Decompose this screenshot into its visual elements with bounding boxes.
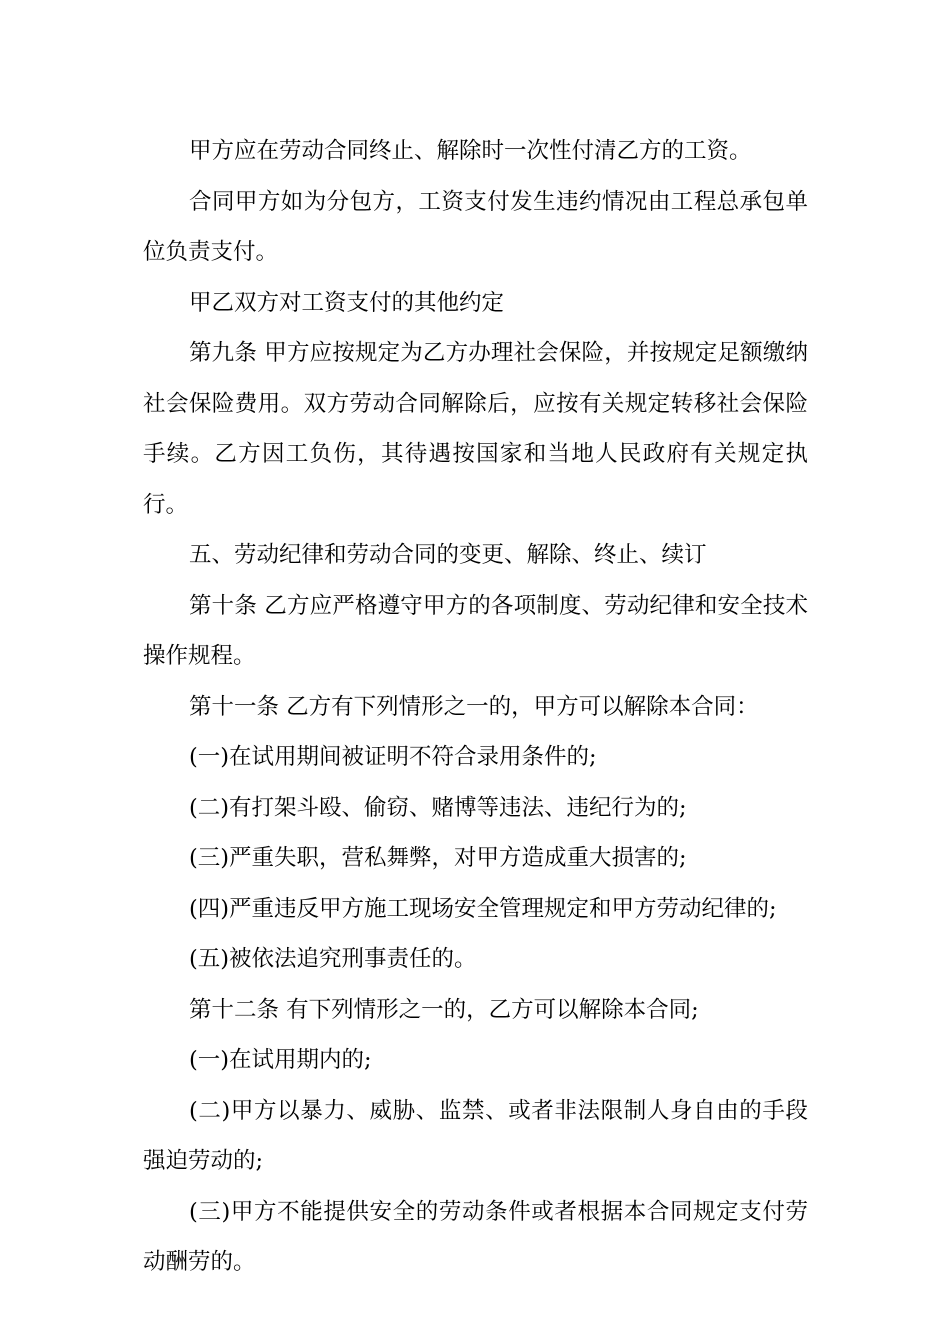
list-item-11-2: (二)有打架斗殴、偷窃、赌博等违法、违纪行为的;	[189, 794, 687, 821]
list-item-12-1: (一)在试用期内的;	[189, 1047, 372, 1073]
paragraph-article-10: 第十条 乙方应严格遵守甲方的各项制度、劳动纪律和安全技术操作规程。	[143, 592, 808, 669]
paragraph-article-12: 第十二条 有下列情形之一的，乙方可以解除本合同;	[189, 996, 699, 1023]
document-body	[143, 126, 808, 1288]
list-item-11-3: (三)严重失职，营私舞弊，对甲方造成重大损害的;	[189, 845, 687, 871]
section-heading-5: 五、劳动纪律和劳动合同的变更、解除、终止、续订	[189, 542, 707, 568]
list-item-11-4: (四)严重违反甲方施工现场安全管理规定和甲方劳动纪律的;	[189, 895, 777, 922]
paragraph-other-wage-terms: 甲乙双方对工资支付的其他约定	[189, 289, 505, 316]
list-item-11-5: (五)被依法追究刑事责任的。	[189, 946, 477, 972]
paragraph-subcontractor-wage: 合同甲方如为分包方，工资支付发生违约情况由工程总承包单位负责支付。	[143, 188, 808, 265]
list-item-12-2: (二)甲方以暴力、威胁、监禁、或者非法限制人身自由的手段强迫劳动的;	[143, 1097, 808, 1174]
paragraph-article-11: 第十一条 乙方有下列情形之一的，甲方可以解除本合同：	[189, 693, 759, 720]
list-item-12-3: (三)甲方不能提供安全的劳动条件或者根据本合同规定支付劳动酬劳的。	[143, 1198, 808, 1275]
paragraph-wage-settlement: 甲方应在劳动合同终止、解除时一次性付清乙方的工资。	[189, 138, 752, 164]
list-item-11-1: (一)在试用期间被证明不符合录用条件的;	[189, 744, 597, 770]
paragraph-article-9: 第九条 甲方应按规定为乙方办理社会保险，并按规定足额缴纳社会保险费用。双方劳动合同解除后，应按有关规定转移社会保险手续。乙方因工负伤，其待遇按国家和当地人民政府有关规定执行。	[143, 340, 808, 518]
